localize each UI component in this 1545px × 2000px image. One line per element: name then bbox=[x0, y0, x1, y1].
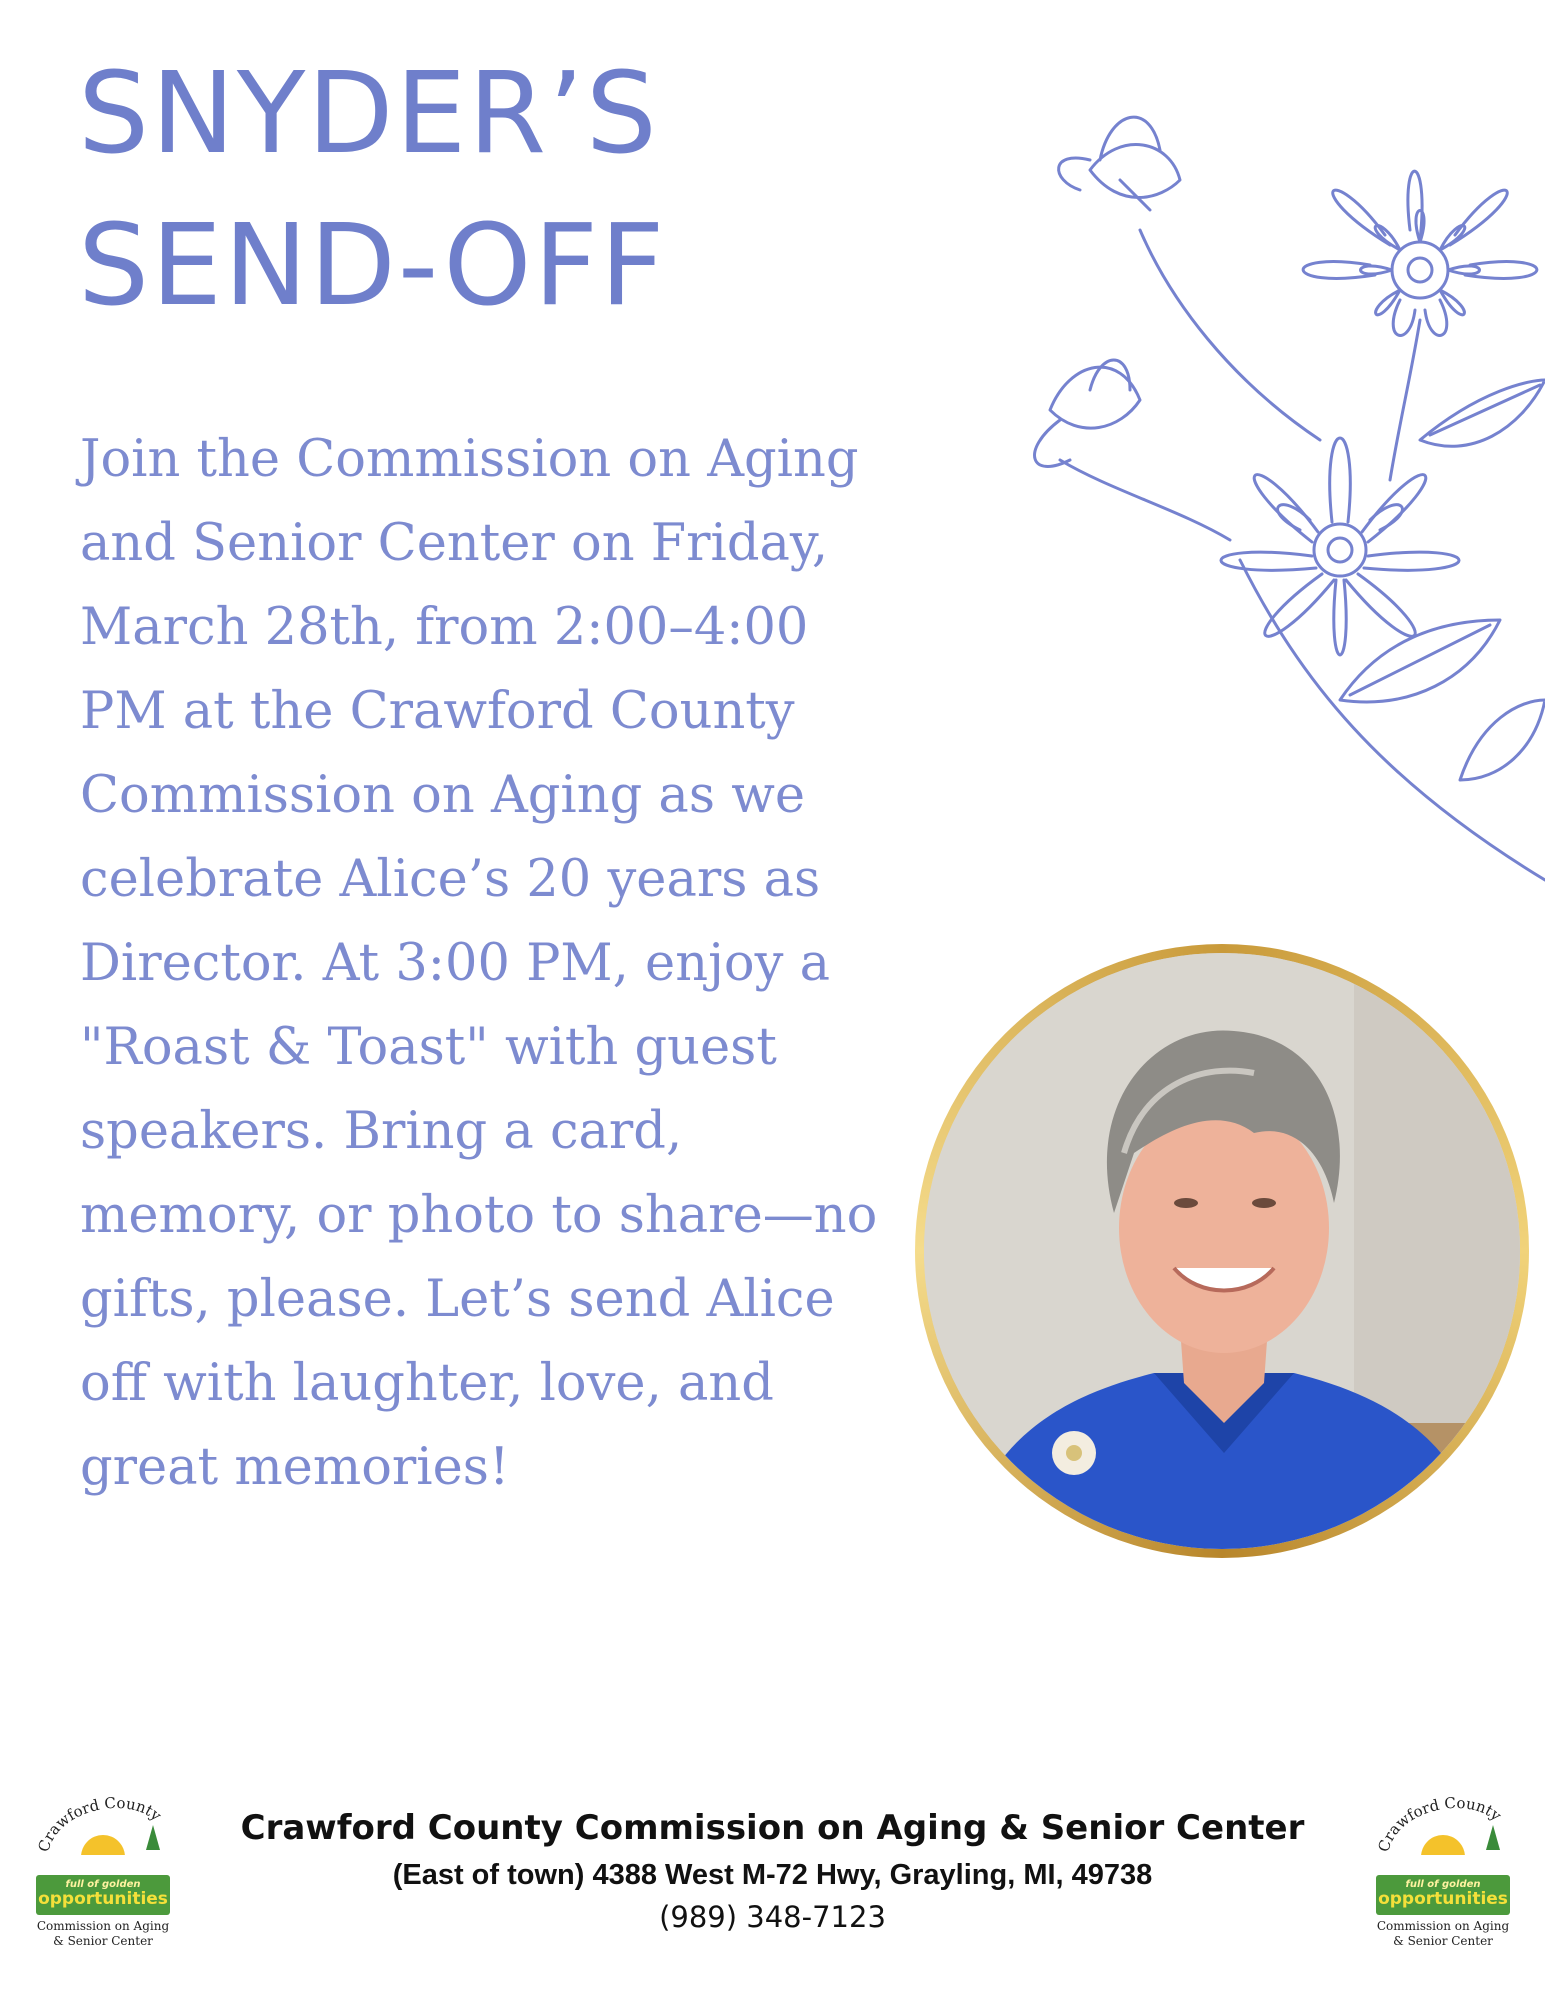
flower-line-art-icon bbox=[940, 60, 1545, 900]
sun-logo-icon bbox=[1368, 1795, 1518, 1855]
svg-text:Crawford County: Crawford County bbox=[34, 1795, 165, 1855]
logo-badge: full of golden opportunities bbox=[36, 1875, 170, 1915]
event-description: Join the Commission on Aging and Senior Center on Friday, March 28th, from 2:00–4:00 PM at the Crawford County Commission on Aging as we celebrate Alice’s 20 years as Director. At 3:00 PM, enjoy a "Roast & Toast" with guest speakers. Bring a card, memory, or photo to share—no gifts, please. Let’s send Alice off with laughter, love, and great memories! bbox=[80, 430, 878, 1497]
footer-org-name: Crawford County Commission on Aging & Senior Center bbox=[240, 1808, 1305, 1848]
sun-logo-icon bbox=[28, 1795, 178, 1855]
event-title bbox=[78, 38, 878, 342]
portrait-photo bbox=[924, 953, 1520, 1549]
portrait-frame bbox=[915, 944, 1529, 1558]
event-title-line2: SEND-OFF bbox=[78, 201, 667, 331]
logo-caption: Commission on Aging & Senior Center bbox=[1376, 1919, 1510, 1948]
org-logo-left bbox=[28, 1795, 178, 1975]
org-logo-right bbox=[1368, 1795, 1518, 1975]
event-title-line1: SNYDER’S bbox=[78, 49, 659, 179]
logo-caption: Commission on Aging & Senior Center bbox=[36, 1919, 170, 1948]
svg-text:Crawford County: Crawford County bbox=[1374, 1795, 1505, 1855]
logo-badge: full of golden opportunities bbox=[1376, 1875, 1510, 1915]
footer-phone: (989) 348-7123 bbox=[659, 1900, 886, 1934]
footer-address: (East of town) 4388 West M-72 Hwy, Grayling, MI, 49738 bbox=[392, 1859, 1153, 1891]
